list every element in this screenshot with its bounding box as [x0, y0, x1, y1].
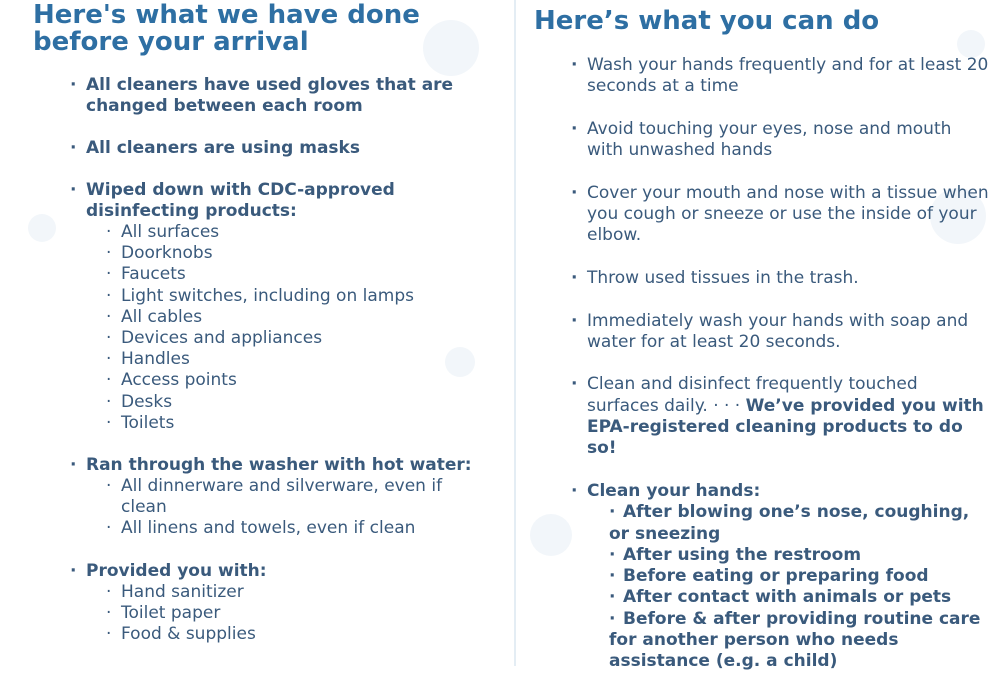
can-do-item: [571, 374, 991, 459]
sub-item: · All surfaces: [106, 222, 490, 243]
can-do-item-text: Clean and disinfect frequently touched surfaces daily. · · ·: [587, 374, 918, 416]
sub-item: · Access points: [106, 370, 490, 391]
sub-item: · Faucets: [106, 264, 490, 285]
done-item-text: Ran through the washer with hot water:: [86, 455, 472, 476]
sub-item: · After blowing one’s nose, coughing, or sneezing: [609, 502, 970, 544]
sub-item: · After using the restroom: [609, 544, 862, 565]
can-do-item: [571, 268, 991, 289]
can-do-item-text: Wash your hands frequently and for at least 20 seconds at a time: [587, 55, 989, 97]
left-heading: [33, 2, 473, 56]
done-item: [70, 75, 490, 117]
left-heading-line2: before your arrival: [33, 27, 309, 57]
can-do-item-text: Avoid touching your eyes, nose and mouth with unwashed hands: [587, 118, 952, 161]
disinfected-list: [86, 222, 490, 434]
can-do-list: [571, 55, 991, 694]
sub-item: · Handles: [106, 349, 490, 370]
right-heading: Here’s what you can do: [534, 6, 880, 36]
sub-item: · Before & after providing routine care for another person who needs assistance (e.g. a child): [609, 608, 981, 672]
done-list: [70, 75, 490, 666]
can-do-item: [571, 55, 991, 98]
sub-item: · Doorknobs: [106, 243, 490, 264]
done-item: [70, 455, 490, 540]
can-do-item: [571, 183, 991, 247]
sub-item: · Toilets: [106, 413, 490, 434]
decorative-bubble: [28, 214, 56, 242]
sub-item: · Food & supplies: [106, 624, 490, 645]
decorative-bubble: [530, 514, 572, 556]
done-item-text: Provided you with:: [86, 560, 267, 581]
sub-item: · After contact with animals or pets: [609, 587, 952, 608]
can-do-item: [571, 481, 991, 673]
sub-item: · All cables: [106, 307, 490, 328]
washed-list: [86, 476, 490, 540]
done-item-text: All cleaners have used gloves that are changed between each room: [86, 75, 454, 116]
can-do-item-text: Immediately wash your hands with soap and water for at least 20 seconds.: [587, 310, 969, 352]
sub-item: · Devices and appliances: [106, 328, 490, 349]
can-do-item-text: Clean your hands:: [587, 480, 761, 501]
done-item-text: Wiped down with CDC-approved disinfecting products:: [86, 180, 395, 221]
done-item: [70, 138, 490, 159]
sub-item: · Toilet paper: [106, 603, 490, 624]
done-item-text: All cleaners are using masks: [86, 138, 360, 158]
sub-item: · Before eating or preparing food: [609, 566, 929, 587]
sub-item: · All dinnerware and silverware, even if clean: [106, 476, 490, 518]
epa-products-note: We’ve provided you with EPA-registered cleaning products to do so!: [587, 395, 984, 459]
column-divider: [514, 0, 516, 666]
sub-item: · Light switches, including on lamps: [106, 286, 490, 307]
done-item: [70, 180, 490, 434]
sub-item: · Hand sanitizer: [106, 582, 490, 603]
provided-list: [86, 582, 490, 646]
can-do-item: [571, 311, 991, 354]
clean-hands-list: [587, 502, 991, 672]
can-do-item-text: Cover your mouth and nose with a tissue when you cough or sneeze or use the inside of your elbow.: [587, 182, 989, 246]
can-do-item-text: Throw used tissues in the trash.: [587, 267, 859, 288]
sub-item: · All linens and towels, even if clean: [106, 518, 490, 539]
left-heading-line1: Here's what we have done: [33, 0, 420, 30]
done-item: [70, 561, 490, 646]
sub-item: · Desks: [106, 392, 490, 413]
can-do-item: [571, 119, 991, 162]
